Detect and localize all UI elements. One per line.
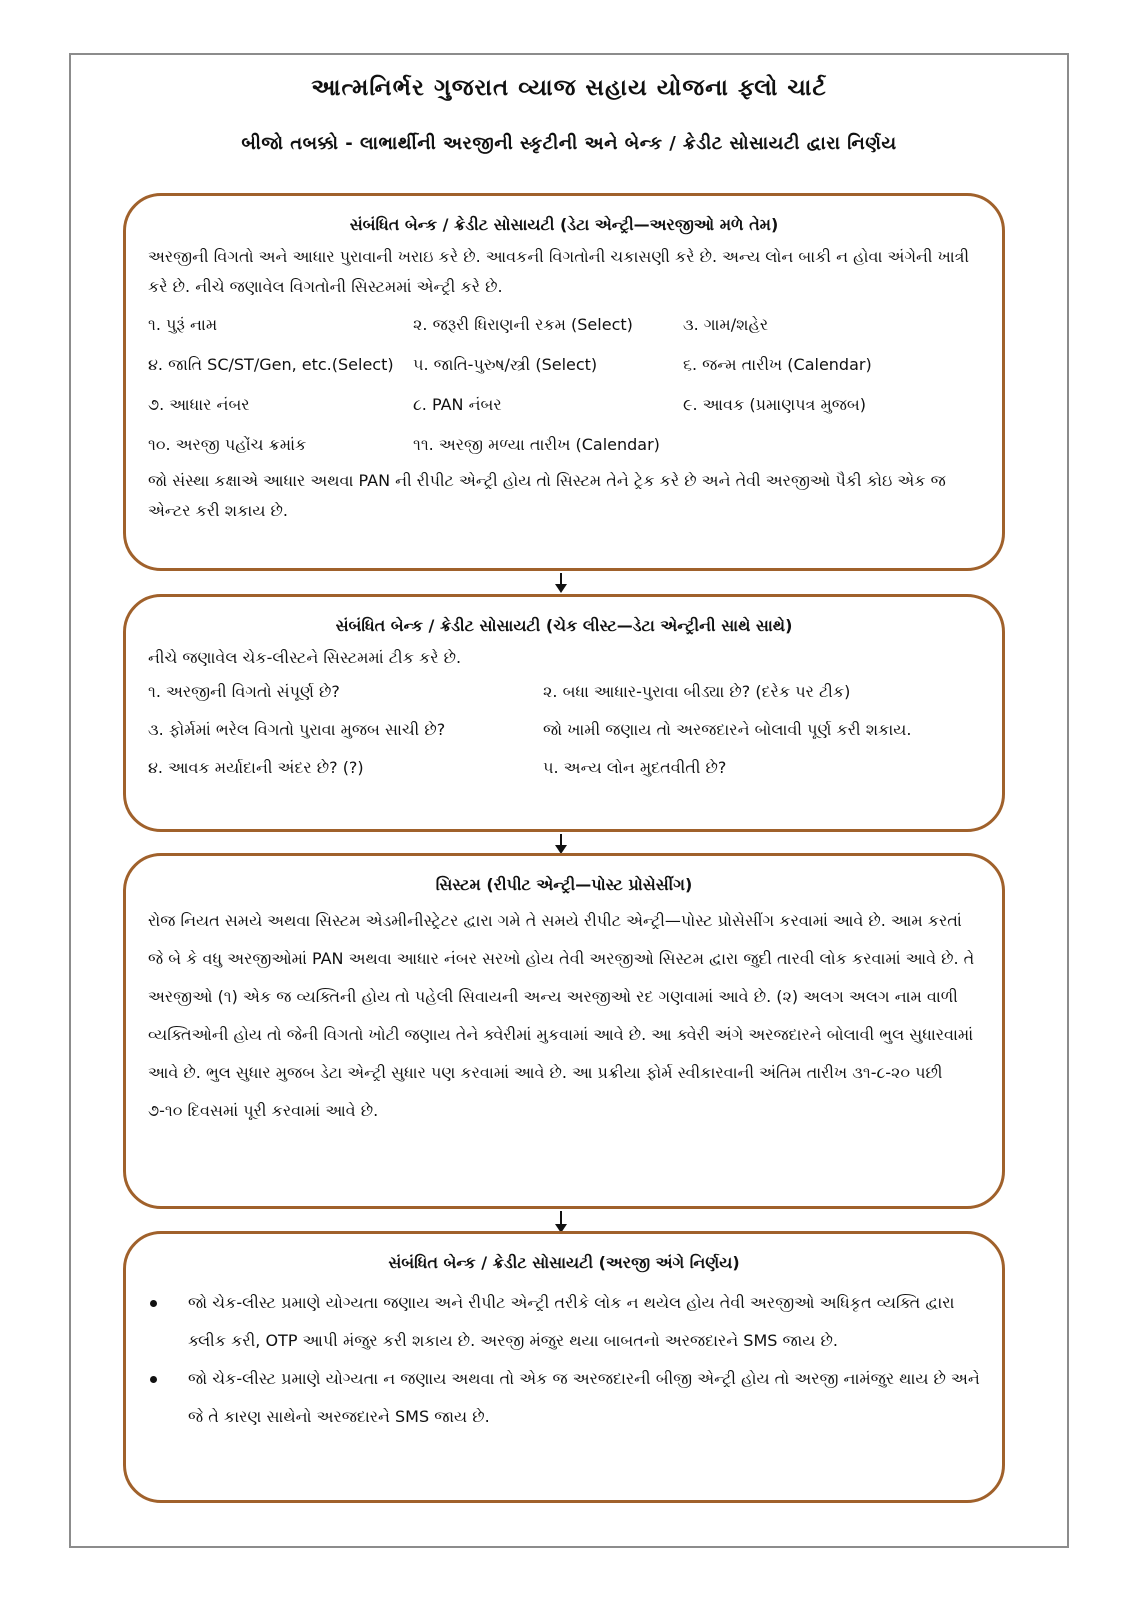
field-item: ૪. જાતિ SC/ST/Gen, etc.(Select) bbox=[148, 355, 394, 374]
decision-list bbox=[148, 1284, 980, 1436]
field-item: ૧૦. અરજી પહોંચ ક્રમાંક bbox=[148, 435, 307, 454]
document-subtitle: બીજો તબક્કો - લાભાર્થીની અરજીની સ્કૃટીની અને બેન્ક / ક્રેડીટ સોસાયટી દ્વારા નિર્ણય bbox=[241, 133, 897, 154]
page-frame bbox=[69, 53, 1069, 1548]
checklist-item: ૫. અન્ય લોન મુદતવીતી છે? bbox=[543, 758, 727, 777]
checklist-item: ૨. બધા આધાર-પુરાવા બીડ્યા છે? (દરેક પર ટીક) bbox=[543, 682, 851, 701]
post-processing-box bbox=[123, 853, 1005, 1209]
checklist-box-title: સંબંધિત બેન્ક / ક્રેડીટ સોસાયટી (ચેક લીસ્ટ—ડેટા એન્ટ્રીની સાથે સાથે) bbox=[335, 616, 793, 635]
decision-item: જો ચેક-લીસ્ટ પ્રમાણે યોગ્યતા ન જણાય અથવા તો એક જ અરજદારની બીજી એન્ટ્રી હોય તો અરજી નામંજુર થાય છે અને જે તે કારણ સાથેનો અરજદારને SMS જાય છે. bbox=[148, 1360, 980, 1436]
document-title: આત્મનિર્ભર ગુજરાત વ્યાજ સહાય યોજના ફ્લો ચાર્ટ bbox=[311, 75, 827, 101]
flow-arrow-down-icon bbox=[555, 573, 567, 593]
field-item: ૧. પુરૂં નામ bbox=[148, 315, 218, 334]
checklist-item: ૩. ફોર્મમાં ભરેલ વિગતો પુરાવા મુજબ સાચી છે? bbox=[148, 720, 446, 739]
checklist-item: ૧. અરજીની વિગતો સંપૂર્ણ છે? bbox=[148, 682, 340, 701]
field-item: ૨. જરૂરી ધિરાણની રકમ (Select) bbox=[413, 315, 633, 334]
checklist-intro: નીચે જણાવેલ ચેક-લીસ્ટને સિસ્ટમમાં ટીક કરે છે. bbox=[148, 648, 462, 667]
data-entry-intro: અરજીની વિગતો અને આધાર પુરાવાની ખરાઇ કરે છે. આવકની વિગતોની ચકાસણી કરે છે. અન્ય લોન બાકી ન હોવા અંગેની ખાત્રી કરે છે. નીચે જણાવેલ વિગતોની સિસ્ટમમાં એન્ટ્રી કરે છે. bbox=[148, 247, 970, 296]
data-entry-box-title: સંબંધિત બેન્ક / ક્રેડીટ સોસાયટી (ડેટા એન્ટ્રી—અરજીઓ મળે તેમ) bbox=[349, 215, 779, 234]
data-entry-fields bbox=[148, 310, 980, 460]
decision-item: જો ચેક-લીસ્ટ પ્રમાણે યોગ્યતા જણાય અને રીપીટ એન્ટ્રી તરીકે લોક ન થયેલ હોય તેવી અરજીઓ અધિકૃત વ્યક્તિ દ્વારા ક્લીક કરી, OTP આપી મંજુર કરી શકાય છે. અરજી મંજુર થયા બાબતનો અરજદારને SMS જાય છે. bbox=[148, 1284, 980, 1360]
checklist-item: ૪. આવક મર્યાદાની અંદર છે? (?) bbox=[148, 758, 364, 777]
bullet-icon bbox=[150, 1376, 157, 1383]
data-entry-box bbox=[123, 193, 1005, 571]
field-item: ૭. આધાર નંબર bbox=[148, 395, 250, 414]
flow-arrow-down-icon bbox=[555, 1211, 567, 1233]
field-item: ૫. જાતિ-પુરુષ/સ્ત્રી (Select) bbox=[413, 355, 598, 374]
data-entry-note: જો સંસ્થા કક્ષાએ આધાર અથવા PAN ની રીપીટ એન્ટ્રી હોય તો સિસ્ટમ તેને ટ્રેક કરે છે અને તેવી અરજીઓ પૈકી કોઇ એક જ એન્ટર કરી શકાય છે. bbox=[148, 471, 946, 520]
field-item: ૯. આવક (પ્રમાણપત્ર મુજબ) bbox=[683, 395, 866, 414]
decision-box-title: સંબંધિત બેન્ક / ક્રેડીટ સોસાયટી (અરજી અંગે નિર્ણય) bbox=[388, 1253, 740, 1272]
flow-arrow-down-icon bbox=[555, 834, 567, 854]
field-item: ૬. જન્મ તારીખ (Calendar) bbox=[683, 355, 872, 374]
decision-box bbox=[123, 1231, 1005, 1503]
field-item: ૮. PAN નંબર bbox=[413, 395, 502, 414]
post-processing-body: રોજ નિયત સમયે અથવા સિસ્ટમ એડમીનીસ્ટ્રેટર દ્વારા ગમે તે સમયે રીપીટ એન્ટ્રી—પોસ્ટ પ્રોસેસીંગ કરવામાં આવે છે. આમ કરતાં જે બે કે વધુ અરજીઓમાં PAN અથવા આધાર નંબર સરખો હોય તેવી અરજીઓ સિસ્ટમ દ્વારા જુદી તારવી લોક કરવામાં આવે છે. તે અરજીઓ (૧) એક જ વ્યક્તિની હોય તો પહેલી સિવાયની અન્ય અરજીઓ રદ ગણવામાં આવે છે. (૨) અલગ અલગ નામ વાળી વ્યક્તિઓની હોય તો જેની વિગતો ખોટી જણાય તેને ક્વેરીમાં મુકવામાં આવે છે. આ ક્વેરી અંગે અરજદારને બોલાવી ભુલ સુધારવામાં આવે છે. ભુલ સુધાર મુજબ ડેટા એન્ટ્રી સુધાર પણ કરવામાં આવે છે. આ પ્રક્રીયા ફોર્મ સ્વીકારવાની અંતિમ તારીખ ૩૧-૮-૨૦ પછી ૭-૧૦ દિવસમાં પૂરી કરવામાં આવે છે. bbox=[148, 911, 975, 1120]
field-item: ૩. ગામ/શહેર bbox=[683, 315, 769, 334]
checklist-note: જો ખામી જણાય તો અરજદારને બોલાવી પૂર્ણ કરી શકાય. bbox=[543, 720, 912, 739]
bullet-icon bbox=[150, 1300, 157, 1307]
post-processing-box-title: સિસ્ટમ (રીપીટ એન્ટ્રી—પોસ્ટ પ્રોસેસીંગ) bbox=[435, 875, 693, 894]
field-item: ૧૧. અરજી મળ્યા તારીખ (Calendar) bbox=[413, 435, 660, 454]
checklist-box bbox=[123, 594, 1005, 832]
checklist-items bbox=[148, 677, 980, 783]
